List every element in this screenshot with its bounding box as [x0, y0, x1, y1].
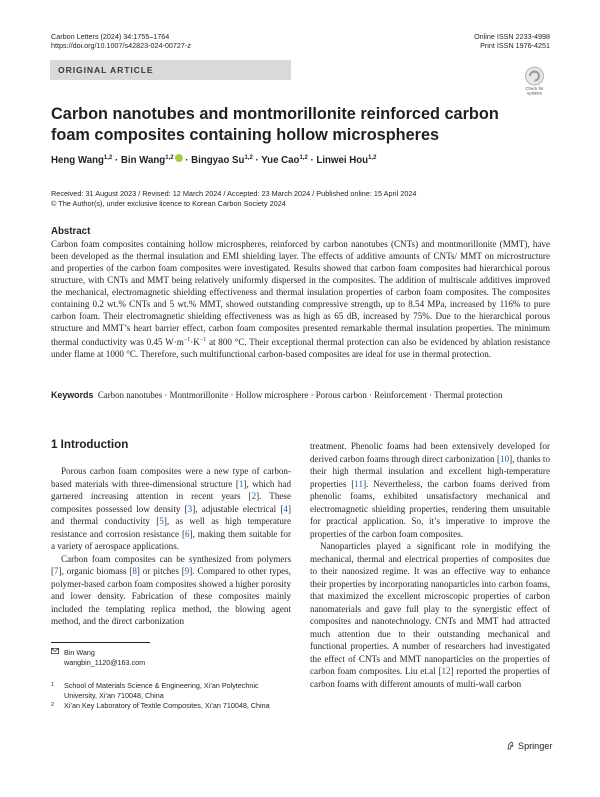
- corresponding-name: Bin Wang: [64, 648, 95, 657]
- publisher-logo: [506, 741, 552, 751]
- citation-link[interactable]: 7: [54, 566, 59, 576]
- author-name[interactable]: Bingyao Su: [191, 155, 245, 166]
- citation-link[interactable]: 1: [238, 478, 244, 489]
- history-dates: Received: 31 August 2023 / Revised: 12 March 2024 / Accepted: 23 March 2024 / Published online: 15 April 2024: [51, 189, 417, 198]
- citation-link[interactable]: 5: [159, 516, 164, 526]
- author-affiliation: 1,2: [244, 154, 253, 161]
- doi-link[interactable]: https://doi.org/10.1007/s42823-024-00727-z: [51, 41, 191, 50]
- abstract-heading: Abstract: [51, 226, 91, 237]
- author-list: Heng Wang$^{1,2}$ · Bin Wang$^{1,2}$ · Bingyao Su$^{1,2}$ · Yue Cao$^{1,2}$ · Linwei Hou$^{1,2}$: [51, 154, 377, 166]
- online-issn: Online ISSN 2233-4998: [474, 32, 550, 41]
- keywords-label: Keywords: [51, 390, 94, 400]
- citation-link[interactable]: 10: [500, 453, 510, 464]
- author-affiliation: 1,2: [103, 154, 113, 161]
- check-updates-line2: updates: [527, 90, 542, 96]
- keywords: [51, 389, 550, 401]
- author-affiliation: 1,2: [165, 154, 174, 161]
- author-affiliation: 1,2: [299, 154, 308, 161]
- email-link[interactable]: wangbin_1120@163.com: [64, 657, 146, 667]
- check-for-updates-badge[interactable]: [519, 66, 550, 96]
- affiliation-number: 2: [51, 702, 55, 708]
- affiliation-2: [51, 701, 284, 712]
- affiliation-text: Xi’an Key Laboratory of Textile Composites, Xi’an 710048, China: [64, 701, 270, 710]
- keywords-list: Carbon nanotubes · Montmorillonite · Hollow microsphere · Porous carbon · Reinforcement · Thermal protection: [97, 390, 503, 400]
- paragraph: Nanoparticles played a significant role in modifying the mechanical, thermal and electrical properties of composites due to their nanosized regime. It was an effective way to enhance their properties by incorporating nanoparticles into carbon foams, that maximized the excellent microscopic properties of carbon nanomaterials and gave full play to the synergistic effect of composites and nanotechnology. CNTs and MMT had attracted much attention due to their outstanding mechanical and functional properties. A number of researchers had investigated the effect of CNTs and MMT nanoparticles on the properties of carbon foam composites. Liu et.al [12] reported the properties of carbon foams with different amounts of multi-wall carbon: [310, 541, 550, 689]
- author-name[interactable]: Heng Wang: [51, 155, 104, 166]
- abstract-superscript: −1: [183, 337, 191, 344]
- corresponding-author: [51, 648, 284, 667]
- citation-link[interactable]: 12: [441, 666, 451, 676]
- citation-link[interactable]: 3: [187, 503, 193, 514]
- copyright-line: © The Author(s), under exclusive licence to Korean Carbon Society 2024: [51, 199, 286, 208]
- author-affiliation: 1,2: [368, 154, 377, 161]
- envelope-icon: [51, 648, 64, 659]
- citation-link[interactable]: 6: [185, 528, 190, 539]
- paragraph: Porous carbon foam composites were a new type of carbon-based materials with three-dimensional structure [1], which had garnered increasing attention in recent years [2]. These composites possessed low density [3], adjustable electrical [4] and thermal conductivity [5], as well as high temperature resistance and corrosion resistance [6], making them suitable for a variety of aerospace applications.: [51, 466, 292, 551]
- abstract-body: [51, 238, 550, 361]
- journal-header-right: [474, 32, 550, 50]
- footnote-divider: [51, 642, 150, 643]
- print-issn: Print ISSN 1976-4251: [480, 41, 550, 50]
- citation-link[interactable]: 8: [132, 566, 137, 576]
- affiliation-number: 1: [51, 682, 55, 688]
- orcid-icon[interactable]: [175, 154, 183, 162]
- citation-link[interactable]: 11: [354, 478, 364, 489]
- abstract-text: Carbon foam composites containing hollow microspheres, reinforced by carbon nanotubes (CNTs) and montmorillonite (MMT), have been developed as the thermal insulation and EMI shielding layer. The effects of additive amounts of CNTs/ MMT on microstructure and properties of the carbon foam composites were investigated. Results showed that carbon foam composites had hierarchical porous structure, with CNTs and MMT being relatively uniformly dispersed in the composites. The addition of multiscale additives improved the mechanical, electromagnetic shielding effectiveness and thermal insulation properties of carbon foam composites. The composites containing 0.2 wt.% CNTs and 5 wt.% MMT, showed outstanding compressive strength, up to 8.54 MPa, increased by 116% to pure carbon foam. Their electromagnetic shielding effectiveness was as high as 65 dB, increased by 75%. Due to the hierarchical porous structure and MMT’s heart barrier effect, carbon foam composites presented remarkable thermal insulation properties. The minimum thermal conductivity was 0.45 W·m: [51, 239, 550, 348]
- affiliation-1: [51, 681, 284, 700]
- author-name[interactable]: Linwei Hou: [316, 155, 369, 166]
- abstract-text-end: at 800 °C. Their exceptional thermal protection can also be evidenced by ablation resistance under flame at 1000 °C. Therefore, such multifunctional carbon-based composites are ideal for use in thermal protection.: [51, 337, 551, 360]
- abstract-superscript: −1: [199, 337, 207, 344]
- journal-header-left: [51, 32, 191, 50]
- publisher-name: Springer: [518, 741, 553, 751]
- check-updates-line1: Check for: [525, 86, 544, 91]
- section-heading: 1 Introduction: [51, 438, 129, 451]
- citation-link[interactable]: 4: [283, 503, 288, 514]
- body-column-right: [310, 440, 550, 690]
- affiliation-text: School of Materials Science & Engineering, Xi’an Polytechnic University, Xi’an 710048, China: [64, 681, 259, 700]
- paragraph: Carbon foam composites can be synthesized from polymers [7], organic biomass [8] or pitches [9]. Compared to other types, polymer-based carbon foam composites showed a higher porosity and lower density. Fabrication of these composites mainly included the templating replica method, the blowing agent method, and the direct carbonization: [51, 553, 291, 626]
- body-column-left: [51, 465, 291, 628]
- citation-link[interactable]: 2: [251, 491, 257, 501]
- abstract-text-unit: ·K: [190, 337, 200, 348]
- author-name[interactable]: Bin Wang: [120, 155, 166, 166]
- article-title: Carbon nanotubes and montmorillonite reinforced carbon foam composites containing hollow microspheres: [51, 105, 499, 144]
- citation-link[interactable]: 9: [184, 566, 190, 576]
- article-type-banner: [50, 60, 291, 80]
- journal-citation: Carbon Letters (2024) 34:1755–1764: [51, 32, 170, 41]
- author-name[interactable]: Yue Cao: [261, 155, 300, 166]
- paragraph: treatment. Phenolic foams had been extensively developed for derived carbon foams through direct carbonization [10], thanks to their high thermal insulation and excellent high-temperature properties [11]. Nevertheless, the carbon foams derived from phenolic foams, exhibited unsatisfactory mechanical and electromagnetic shielding properties, rendering them unsuitable for practical application. So, it’s imperative to improve the properties of the carbon foam composites.: [310, 441, 550, 539]
- article-type-label: ORIGINAL ARTICLE: [58, 65, 154, 75]
- check-updates-icon: [519, 66, 550, 96]
- springer-horse-icon: [506, 741, 515, 750]
- publication-dates: [51, 189, 417, 209]
